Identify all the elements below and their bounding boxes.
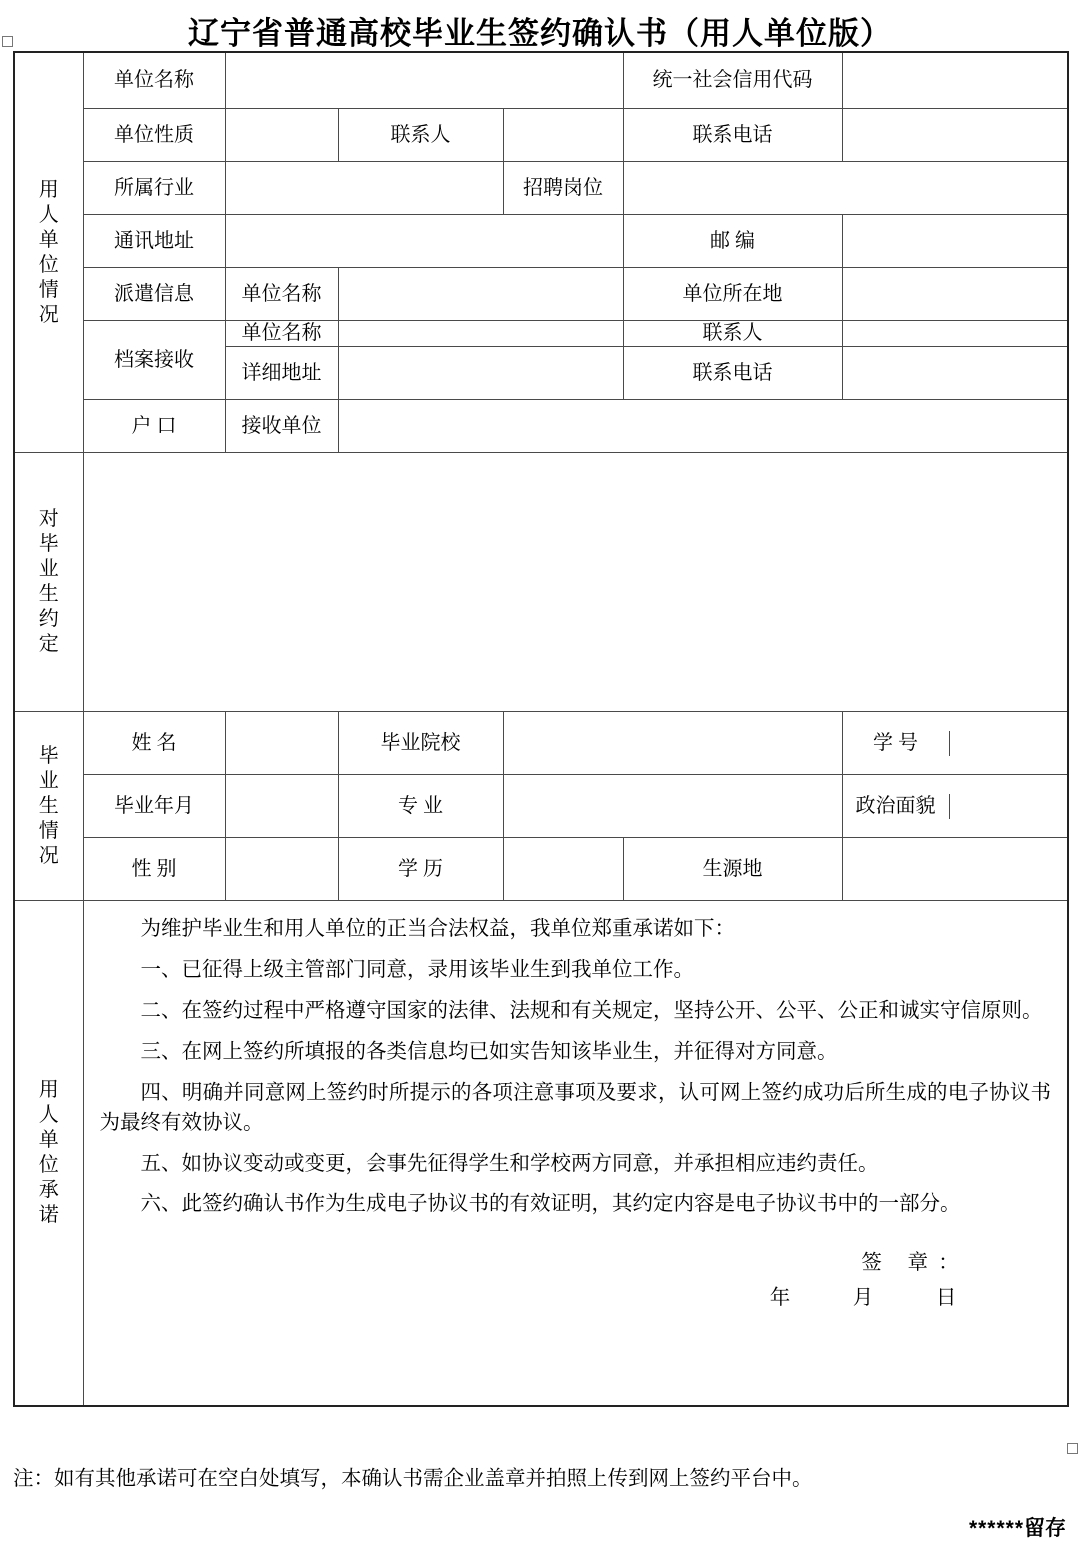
label-graduate-name: 姓 名 [83,712,225,775]
field-contact-person[interactable] [503,109,623,162]
label-graduate-school: 毕业院校 [338,712,503,775]
label-unit-name: 单位名称 [83,52,225,109]
label-contact-phone: 联系电话 [623,109,842,162]
page-corner-marker-right [1067,1443,1078,1454]
field-student-id[interactable] [949,731,1067,756]
field-graduate-name[interactable] [225,712,338,775]
cell-student-id-group [842,712,1068,775]
label-industry: 所属行业 [83,162,225,215]
field-archive-contact-phone[interactable] [842,347,1068,400]
label-job-position: 招聘岗位 [503,162,623,215]
field-unit-nature[interactable] [225,109,338,162]
commitment-content [83,901,1068,1407]
cell-political-status-group [842,775,1068,838]
employment-confirmation-form [13,51,1069,1407]
table-row-agreement [14,453,1068,712]
field-graduate-school[interactable] [503,712,842,775]
label-graduation-date: 毕业年月 [83,775,225,838]
label-graduate-education: 学 历 [338,838,503,901]
label-household-receiving-unit: 接收单位 [225,400,338,453]
table-row-graduate-name [14,712,1068,775]
commitment-item-4: 四、明确并同意网上签约时所提示的各项注意事项及要求，认可网上签约成功后所生成的电子协议书为最终有效协议。 [99,1081,1052,1134]
commitment-item-6: 六、此签约确认书作为生成电子协议书的有效证明，其约定内容是电子协议书中的一部分。 [140,1193,961,1216]
field-credit-code[interactable] [842,52,1068,109]
field-mailing-address[interactable] [225,215,623,268]
label-student-id: 学 号 [843,731,950,756]
label-household: 户 口 [83,400,225,453]
table-row-industry [14,162,1068,215]
field-political-status[interactable] [949,794,1067,819]
label-mailing-address: 通讯地址 [83,215,225,268]
field-dispatch-unit-location[interactable] [842,268,1068,321]
commitment-item-5: 五、如协议变动或变更，会事先征得学生和学校两方同意，并承担相应违约责任。 [140,1152,879,1175]
label-graduate-origin: 生源地 [623,838,842,901]
table-row-unit-nature [14,109,1068,162]
field-postcode[interactable] [842,215,1068,268]
field-graduate-major[interactable] [503,775,842,838]
signature-block [100,1246,1052,1316]
section-label-graduate: 毕 业 生 情 况 [14,712,83,901]
label-postcode: 邮 编 [623,215,842,268]
label-unit-nature: 单位性质 [83,109,225,162]
commitment-item-2: 二、在签约过程中严格遵守国家的法律、法规和有关规定，坚持公开、公平、公正和诚实守信原则。 [140,999,1043,1022]
field-graduate-education[interactable] [503,838,623,901]
field-unit-name[interactable] [225,52,623,109]
section-label-agreement: 对 毕 业 生 约 定 [14,453,83,712]
commitment-item-3: 三、在网上签约所填报的各类信息均已如实告知该毕业生，并征得对方同意。 [140,1040,838,1063]
label-archive-contact-person: 联系人 [623,321,842,347]
page-corner-marker [2,36,13,47]
field-industry[interactable] [225,162,503,215]
label-political-status: 政治面貌 [843,794,950,819]
section-label-commitment: 用 人 单 位 承 诺 [14,901,83,1407]
label-dispatch-unit-name: 单位名称 [225,268,338,321]
label-archive-unit-name: 单位名称 [225,321,338,347]
label-contact-person: 联系人 [338,109,503,162]
field-household-receiving-unit[interactable] [338,400,1068,453]
table-row-commitment [14,901,1068,1407]
field-graduate-origin[interactable] [842,838,1068,901]
label-archive-contact-phone: 联系电话 [623,347,842,400]
retention-stamp-stars: ****** [968,1517,1024,1540]
field-dispatch-unit-name[interactable] [338,268,623,321]
commitment-intro: 为维护毕业生和用人单位的正当合法权益，我单位郑重承诺如下： [140,918,735,940]
label-archive-detail-address: 详细地址 [225,347,338,400]
page-title: 辽宁省普通高校毕业生签约确认书（用人单位版） [188,16,892,51]
field-agreement-content[interactable] [83,453,1068,712]
table-row-graduate-origin [14,838,1068,901]
label-archive-receive: 档案接收 [83,321,225,400]
table-row-archive-unit [14,321,1068,347]
label-graduate-gender: 性 别 [83,838,225,901]
label-credit-code: 统一社会信用代码 [623,52,842,109]
table-row-unit-name [14,52,1068,109]
field-archive-contact-person[interactable] [842,321,1068,347]
table-row-mailing-address [14,215,1068,268]
footer-note: 注：如有其他承诺可在空白处填写，本确认书需企业盖章并拍照上传到网上签约平台中。 [13,1468,813,1490]
label-graduate-major: 专 业 [338,775,503,838]
field-archive-detail-address[interactable] [338,347,623,400]
field-graduate-gender[interactable] [225,838,338,901]
section-label-employer: 用 人 单 位 情 况 [14,52,83,453]
table-row-household [14,400,1068,453]
field-archive-unit-name[interactable] [338,321,623,347]
field-contact-phone[interactable] [842,109,1068,162]
label-dispatch-info: 派遣信息 [83,268,225,321]
table-row-dispatch [14,268,1068,321]
field-graduation-date[interactable] [225,775,338,838]
retention-stamp-text: 留存 [1024,1517,1066,1540]
retention-stamp [969,1512,1066,1542]
table-row-graduate-major [14,775,1068,838]
field-job-position[interactable] [623,162,1068,215]
label-dispatch-unit-location: 单位所在地 [623,268,842,321]
signature-seal-label[interactable]: 签 章： [861,1252,970,1275]
signature-date-label[interactable]: 年 月 日 [769,1287,986,1310]
commitment-item-1: 一、已征得上级主管部门同意，录用该毕业生到我单位工作。 [140,958,694,981]
